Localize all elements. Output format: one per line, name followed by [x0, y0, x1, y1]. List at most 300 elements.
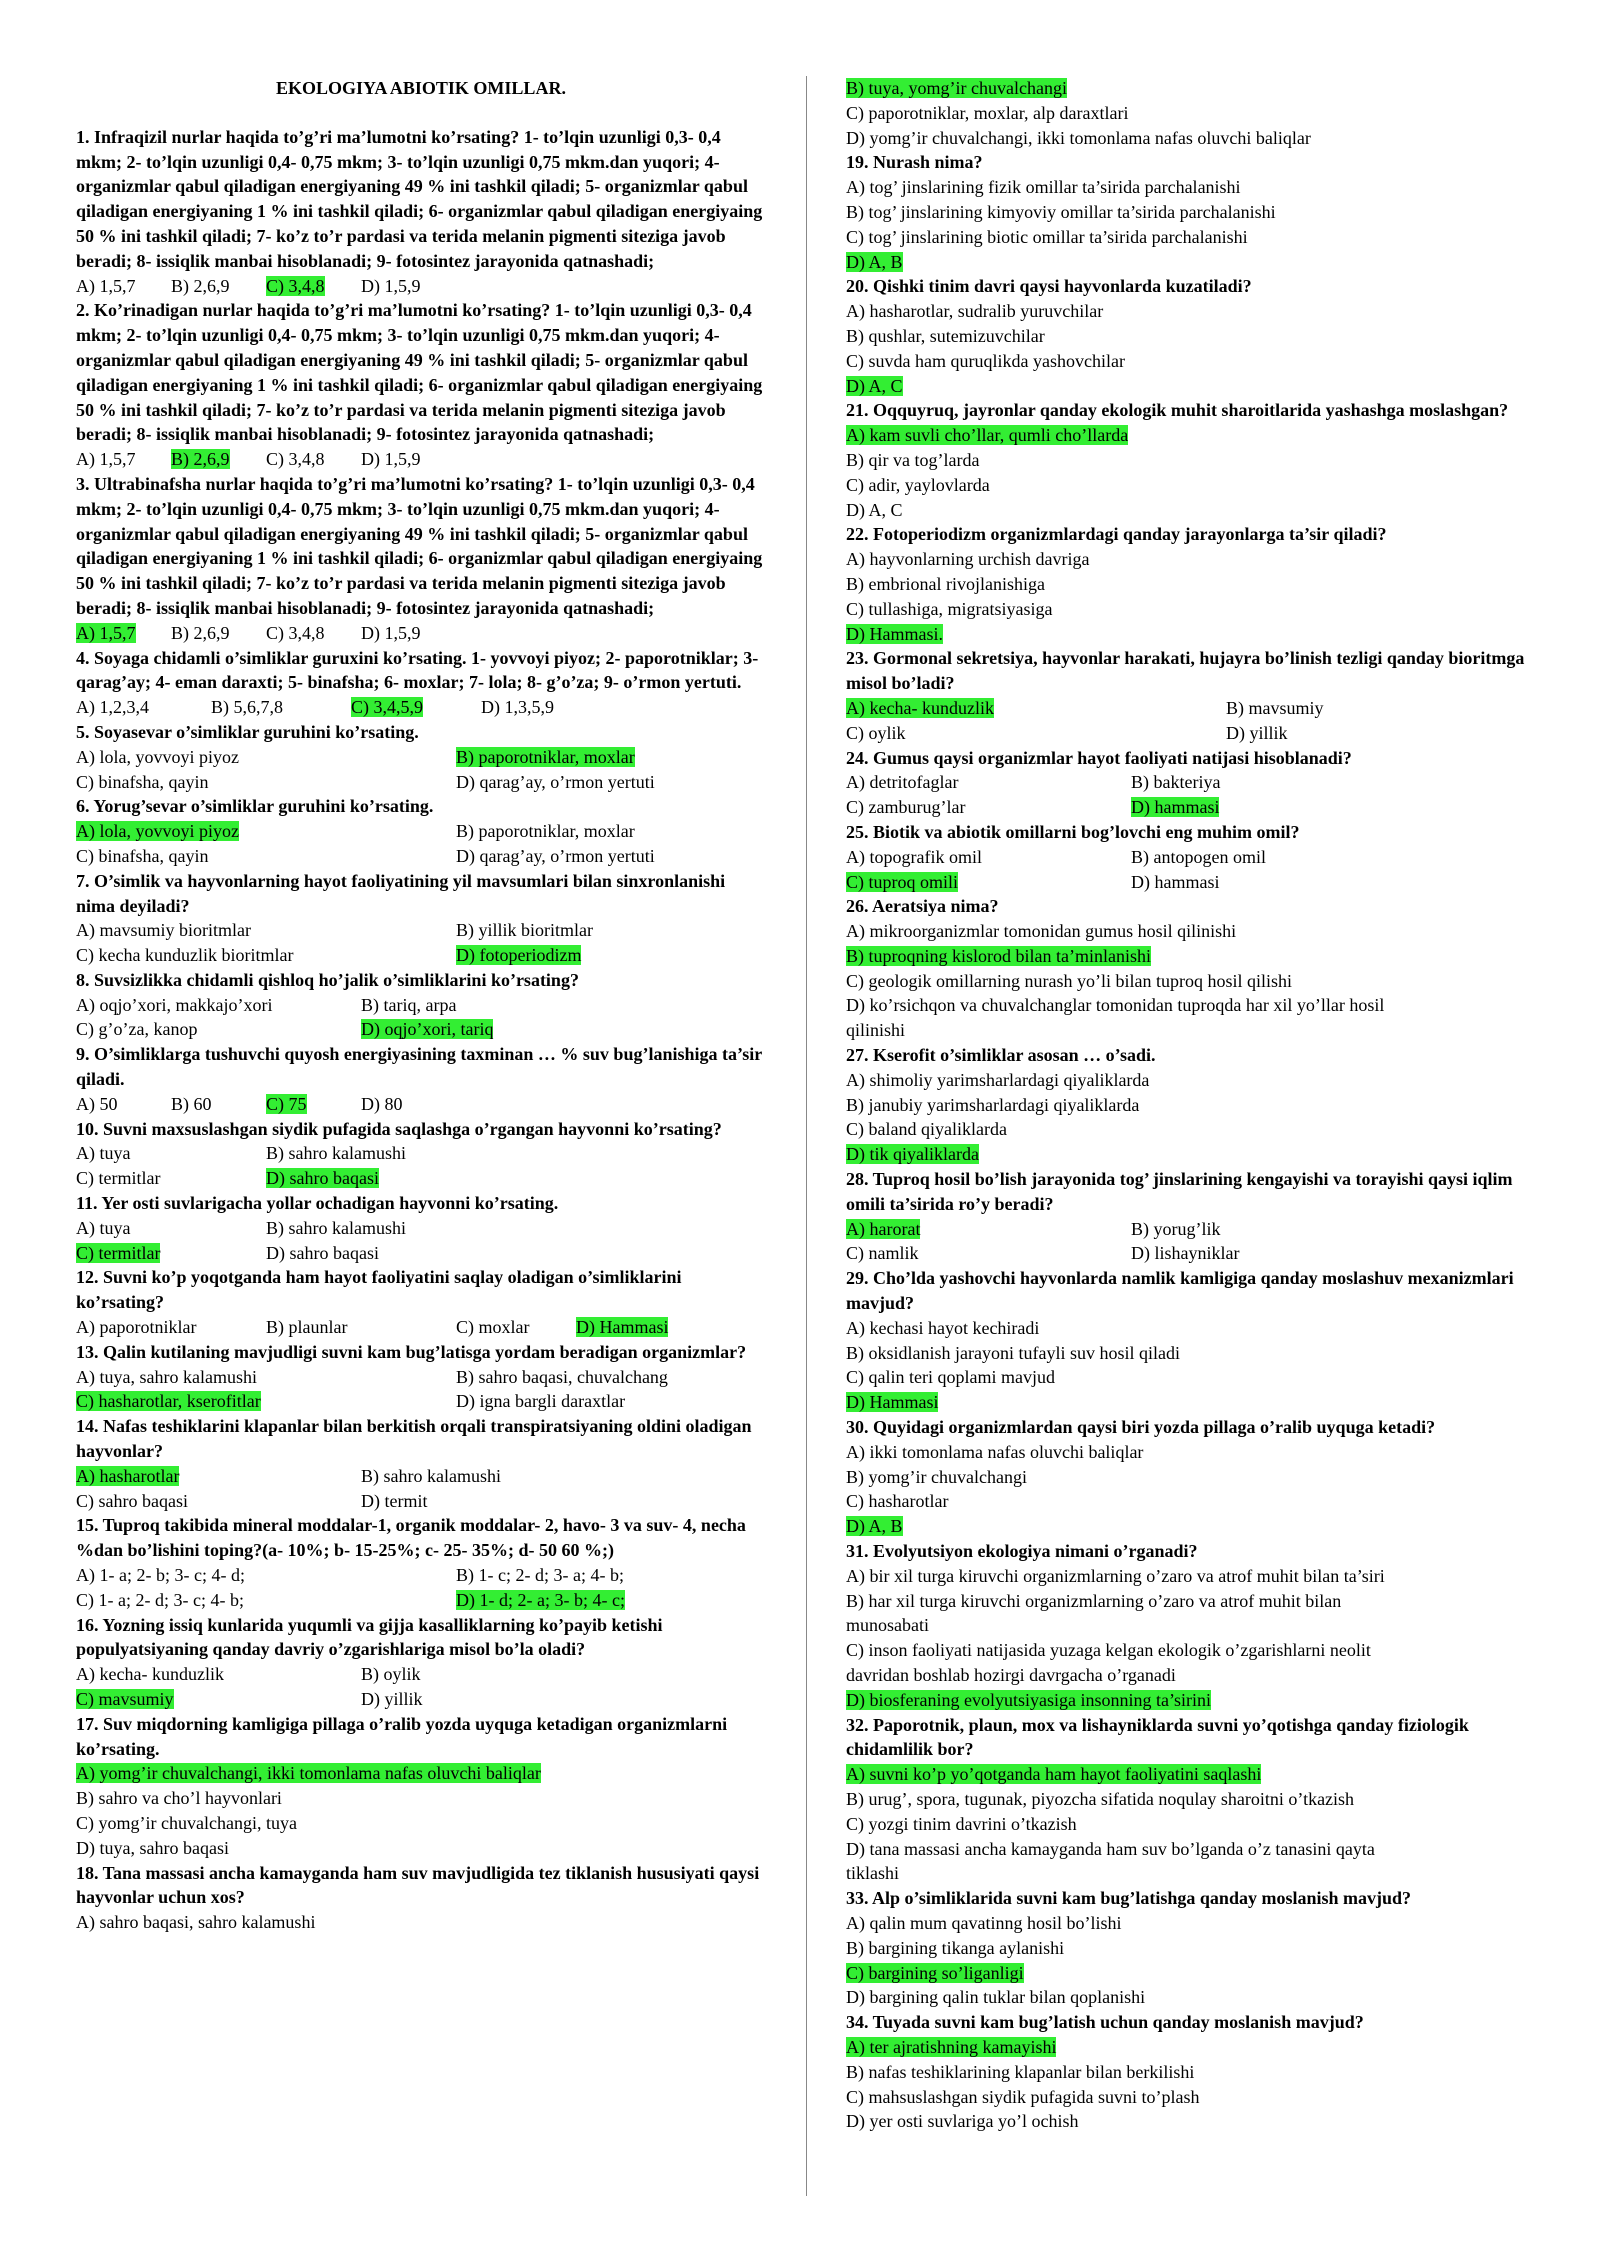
answer-row [846, 1837, 1536, 1862]
question-block [846, 820, 1536, 894]
answer-row [76, 1811, 766, 1836]
answer-option: C) 3,4,8 [266, 622, 325, 643]
question-block [76, 1117, 766, 1191]
correct-answer-option: C) 75 [266, 1093, 307, 1114]
question-text: 17. Suv miqdorning kamligiga pillaga o’ralib yozda uyquga ketadigan organizmlarni ko’rsating. [76, 1713, 728, 1759]
answer-row [76, 1687, 766, 1712]
answer-row [846, 1762, 1536, 1787]
question-text: 30. Quyidagi organizmlardan qaysi biri yozda pillaga o’ralib uyquga ketadi? [846, 1417, 1436, 1438]
answer-row [846, 324, 1536, 349]
question-block [76, 1861, 766, 1935]
answer-row [846, 1812, 1536, 1837]
question-text: 10. Suvni maxsuslashgan siydik pufagida saqlashga o’rgangan hayvonni ko’rsating? [76, 1118, 722, 1139]
answer-option: A) mavsumiy bioritmlar [76, 920, 251, 941]
answer-option: A) 1,5,7 [76, 449, 136, 470]
answer-option: A) hayvonlarning urchish davriga [846, 549, 1090, 570]
answer-option: D) yer osti suvlariga yo’l ochish [846, 2111, 1079, 2132]
answer-option: C) sahro baqasi [76, 1490, 188, 1511]
answer-row [846, 349, 1536, 374]
answer-option: A) hasharotlar, sudralib yuruvchilar [846, 301, 1104, 322]
answer-option: D) qarag’ay, o’rmon yertuti [456, 771, 655, 792]
question-text: 14. Nafas teshiklarini klapanlar bilan berkitish orqali transpiratsiyaning oldini oladigan hayvonlar? [76, 1416, 752, 1462]
answer-option: C) paporotniklar, moxlar, alp daraxtlari [846, 102, 1129, 123]
right-column [846, 76, 1536, 2134]
answer-option: B) embrional rivojlanishiga [846, 573, 1045, 594]
answer-row [846, 250, 1536, 275]
question-text: 13. Qalin kutilaning mavjudligi suvni kam bug’latisga yordam beradigan organizmlar? [76, 1341, 747, 1362]
answer-option: C) yomg’ir chuvalchangi, tuya [76, 1812, 297, 1833]
answer-option: C) oylik [846, 722, 906, 743]
answer-row [846, 473, 1536, 498]
answer-row [846, 1142, 1536, 1167]
answer-row [76, 993, 766, 1018]
answer-row [846, 721, 1536, 746]
question-block [76, 1513, 766, 1612]
answer-row [846, 870, 1536, 895]
answer-row [76, 1464, 766, 1489]
answer-row [846, 622, 1536, 647]
question-text: 7. O’simlik va hayvonlarning hayot faoliyatining yil mavsumlari bilan sinxronlanishi nima deyiladi? [76, 870, 726, 916]
question-text: 21. Oqquyruq, jayronlar qanday ekologik muhit sharoitlarida yashashga moslashgan? [846, 400, 1509, 421]
answer-row [76, 1563, 766, 1588]
answer-option: A) tuya, sahro kalamushi [76, 1366, 257, 1387]
answer-row [846, 845, 1536, 870]
answer-option: D) lishayniklar [1131, 1243, 1240, 1264]
answer-option: B) 60 [171, 1093, 212, 1114]
answer-option: C) 3,4,8 [266, 449, 325, 470]
answer-option: C) mahsuslashgan siydik pufagida suvni to’plash [846, 2086, 1200, 2107]
question-text: 22. Fotoperiodizm organizmlardagi qanday jarayonlarga ta’sir qiladi? [846, 524, 1387, 545]
page-title: EKOLOGIYA ABIOTIK OMILLAR. [276, 78, 566, 98]
question-text: 27. Kserofit o’simliklar asosan … o’sadi. [846, 1045, 1156, 1066]
answer-option: A) mikroorganizmlar tomonidan gumus hosil qilinishi [846, 921, 1237, 942]
answer-option: A) qalin mum qavatinng hosil bo’lishi [846, 1912, 1122, 1933]
answer-option: C) inson faoliyati natijasida yuzaga kelgan ekologik o’zgarishlarni neolit [846, 1640, 1371, 1661]
answer-option: B) oylik [361, 1664, 421, 1685]
question-text: 32. Paporotnik, plaun, mox va lishayniklarda suvni yo’qotishga qanday fiziologik chidamlilik bor? [846, 1714, 1469, 1760]
answer-row [846, 1018, 1536, 1043]
answer-option: A) topografik omil [846, 846, 982, 867]
answer-option: B) 2,6,9 [171, 275, 230, 296]
answer-row [76, 943, 766, 968]
answer-option: A) shimoliy yarimsharlardagi qiyaliklarda [846, 1069, 1150, 1090]
answer-row [846, 919, 1536, 944]
question-text: 29. Cho’lda yashovchi hayvonlarda namlik kamligiga qanday moslashuv mexanizmlari mavjud? [846, 1268, 1514, 1314]
question-text: 23. Gormonal sekretsiya, hayvonlar harakati, hujayra bo’linish tezligi qanday bioritmga misol bo’ladi? [846, 648, 1525, 694]
answer-option: A) bir xil turga kiruvchi organizmlarning o’zaro va atrof muhit bilan ta’siri [846, 1565, 1385, 1586]
answer-option: B) sahro va cho’l hayvonlari [76, 1788, 282, 1809]
answer-row [846, 1365, 1536, 1390]
question-block [76, 472, 766, 646]
correct-answer-option: D) Hammasi [846, 1392, 939, 1413]
question-text: 6. Yorug’sevar o’simliklar guruhini ko’rsating. [76, 796, 434, 817]
question-text: 1. Infraqizil nurlar haqida to’g’ri ma’lumotni ko’rsating? 1- to’lqin uzunligi 0,3- 0,4 mkm; 2- to’lqin uzunligi 0,4- 0,75 mkm; 3- to’lqin uzunligi 0,75 mkm.dan yuqori; 4- organizmlar qabul qiladigan energiyaning 49 % ini tashkil qiladi; 5- organizmlar qabul qiladigan energiyaning 1 % ini tashkil qiladi; 6- organizmlar qabul qiladigan energiyaing 50 % ini tashkil qiladi; 7- ko’z to’r pardasi va terida melanin pigmenti siteziga javob beradi; 8- issiqlik manbai hisoblanadi; 9- fotosintez jarayonida qatnashadi; [76, 126, 763, 271]
left-column [76, 76, 766, 1935]
question-block [76, 720, 766, 794]
question-block [846, 894, 1536, 1043]
answer-row [846, 1241, 1536, 1266]
correct-answer-option: A) harorat [846, 1218, 921, 1239]
answer-row [846, 175, 1536, 200]
answer-option: D) A, C [846, 499, 903, 520]
question-block [846, 274, 1536, 398]
correct-answer-option: C) termitlar [76, 1242, 161, 1263]
answer-row [846, 374, 1536, 399]
answer-row [846, 1564, 1536, 1589]
question-text: 8. Suvsizlikka chidamli qishloq ho’jalik o’simliklarini ko’rsating? [76, 969, 579, 990]
answer-row [76, 274, 766, 299]
answer-option: B) 5,6,7,8 [211, 697, 283, 718]
correct-answer-option: B) tuya, yomg’ir chuvalchangi [846, 78, 1067, 98]
question-text: 20. Qishki tinim davri qaysi hayvonlarda kuzatiladi? [846, 276, 1252, 297]
question-block [76, 1265, 766, 1339]
answer-option: C) qalin teri qoplami mavjud [846, 1367, 1055, 1388]
question-block [76, 794, 766, 868]
answer-option: D) 1,3,5,9 [481, 697, 554, 718]
correct-answer-option: D) fotoperiodizm [456, 945, 582, 966]
answer-row [846, 1961, 1536, 1986]
question-text: 26. Aeratsiya nima? [846, 896, 999, 917]
question-text: 9. O’simliklarga tushuvchi quyosh energiyasining taxminan … % suv bug’lanishiga ta’sir qiladi. [76, 1044, 762, 1090]
question-block [846, 76, 1536, 150]
question-block [846, 1415, 1536, 1539]
answer-row [846, 1390, 1536, 1415]
question-text: 15. Tuproq takibida mineral moddalar-1, organik moddalar- 2, havo- 3 va suv- 4, necha %dan bo’lishini toping?(a- 10%; b- 15-25%; c- 25- 35%; d- 50 60 %;) [76, 1515, 746, 1561]
column-divider [806, 76, 807, 2196]
answer-row [76, 770, 766, 795]
answer-option: A) ikki tomonlama nafas oluvchi baliqlar [846, 1441, 1144, 1462]
answer-option: A) paporotniklar [76, 1317, 197, 1338]
question-block [76, 1712, 766, 1861]
correct-answer-option: A) yomg’ir chuvalchangi, ikki tomonlama nafas oluvchi baliqlar [76, 1763, 541, 1784]
answer-row [846, 1489, 1536, 1514]
answer-option: C) hasharotlar [846, 1491, 949, 1512]
answer-option: A) kecha- kunduzlik [76, 1664, 224, 1685]
answer-option: D) bargining qalin tuklar bilan qoplanishi [846, 1987, 1146, 2008]
answer-row [846, 2109, 1536, 2134]
answer-option: B) yomg’ir chuvalchangi [846, 1466, 1027, 1487]
correct-answer-option: B) tuproqning kislorod bilan ta’minlanishi [846, 945, 1151, 966]
question-block [76, 869, 766, 968]
question-text: 31. Evolyutsiyon ekologiya nimani o’rganadi? [846, 1541, 1198, 1562]
correct-answer-option: D) tik qiyaliklarda [846, 1144, 979, 1165]
answer-option: B) har xil turga kiruvchi organizmlarning o’zaro va atrof muhit bilan [846, 1590, 1342, 1611]
correct-answer-option: A) ter ajratishning kamayishi [846, 2036, 1057, 2057]
answer-option: D) 1,5,9 [361, 275, 421, 296]
answer-option: B) nafas teshiklarining klapanlar bilan berkilishi [846, 2061, 1195, 2082]
answer-option: tiklashi [846, 1863, 899, 1884]
correct-answer-option: D) A, C [846, 375, 903, 396]
answer-row [76, 1241, 766, 1266]
answer-row [76, 1786, 766, 1811]
answer-row [76, 1092, 766, 1117]
answer-option: B) sahro kalamushi [361, 1465, 501, 1486]
answer-row [846, 1787, 1536, 1812]
correct-answer-option: A) kecha- kunduzlik [846, 697, 994, 718]
answer-row [76, 1910, 766, 1935]
question-block [846, 522, 1536, 646]
answer-row [76, 1017, 766, 1042]
correct-answer-option: C) mavsumiy [76, 1689, 174, 1709]
correct-answer-option: A) kam suvli cho’llar, qumli cho’llarda [846, 425, 1129, 446]
answer-row [76, 844, 766, 869]
answer-option: C) zamburug’lar [846, 797, 966, 818]
answer-row [846, 1440, 1536, 1465]
correct-answer-option: A) 1,5,7 [76, 622, 136, 643]
answer-option: B) plaunlar [266, 1317, 348, 1338]
question-text: 24. Gumus qaysi organizmlar hayot faoliyati natijasi hisoblanadi? [846, 747, 1352, 768]
answer-option: C) termitlar [76, 1168, 161, 1189]
question-text: 25. Biotik va abiotik omillarni bog’lovchi eng muhim omil? [846, 821, 1300, 842]
answer-row [846, 1068, 1536, 1093]
answer-option: C) yozgi tinim davrini o’tkazish [846, 1813, 1077, 1834]
answer-option: C) geologik omillarning nurash yo’li bilan tuproq hosil qilishi [846, 970, 1292, 991]
answer-row [846, 498, 1536, 523]
correct-answer-option: B) paporotniklar, moxlar [456, 746, 635, 767]
correct-answer-option: A) hasharotlar [76, 1465, 180, 1486]
answer-option: A) 1,2,3,4 [76, 697, 149, 718]
question-block [846, 1266, 1536, 1415]
answer-option: D) yillik [1226, 722, 1288, 743]
answer-option: B) bargining tikanga aylanishi [846, 1937, 1065, 1958]
answer-option: B) sahro baqasi, chuvalchang [456, 1366, 668, 1387]
question-text: 34. Tuyada suvni kam bug’latish uchun qanday moslanish mavjud? [846, 2012, 1364, 2033]
answer-option: davridan boshlab hozirgi davrgacha o’rganadi [846, 1665, 1176, 1685]
answer-option: C) baland qiyaliklarda [846, 1119, 1007, 1140]
question-text: 18. Tana massasi ancha kamayganda ham suv mavjudligida tez tiklanish hususiyati qaysi hayvonlar uchun xos? [76, 1862, 760, 1908]
answer-row [76, 1662, 766, 1687]
question-block [846, 1043, 1536, 1167]
answer-option: A) 50 [76, 1093, 118, 1114]
answer-option: B) urug’, spora, tugunak, piyozcha sifatida noqulay sharoitni o’tkazish [846, 1788, 1355, 1809]
answer-option: C) adir, yaylovlarda [846, 474, 990, 495]
answer-option: D) hammasi [1131, 871, 1220, 892]
question-block [76, 125, 766, 299]
answer-row [76, 1836, 766, 1861]
question-block [76, 1613, 766, 1712]
correct-answer-option: C) 3,4,8 [266, 275, 325, 296]
answer-option: A) lola, yovvoyi piyoz [76, 746, 239, 767]
answer-row [846, 1663, 1536, 1688]
answer-option: B) qushlar, sutemizuvchilar [846, 325, 1045, 346]
question-block [846, 398, 1536, 522]
question-block [846, 1539, 1536, 1713]
answer-row [846, 1514, 1536, 1539]
correct-answer-option: A) lola, yovvoyi piyoz [76, 821, 239, 842]
answer-option: A) tuya [76, 1217, 131, 1238]
answer-row [846, 200, 1536, 225]
answer-row [846, 1316, 1536, 1341]
question-block [76, 1191, 766, 1265]
answer-option: C) binafsha, qayin [76, 771, 209, 792]
question-text: 33. Alp o’simliklarida suvni kam bug’latishga qanday moslanish mavjud? [846, 1888, 1411, 1909]
question-text: 28. Tuproq hosil bo’lish jarayonida tog’ jinslarining kengayishi va torayishi qaysi iqlim omili ta’sirida ro’y beradi? [846, 1169, 1513, 1214]
answer-row [846, 299, 1536, 324]
answer-option: A) tog’ jinslarining fizik omillar ta’sirida parchalanishi [846, 177, 1241, 198]
answer-row [846, 1861, 1536, 1886]
answer-option: B) qir va tog’larda [846, 449, 980, 470]
question-block [76, 968, 766, 1042]
answer-row [76, 1389, 766, 1414]
question-text: 5. Soyasevar o’simliklar guruhini ko’rsating. [76, 721, 419, 742]
answer-row [76, 745, 766, 770]
answer-option: qilinishi [846, 1020, 906, 1041]
answer-option: B) mavsumiy [1226, 697, 1324, 718]
answer-row [846, 225, 1536, 250]
question-block [76, 1340, 766, 1414]
answer-row [76, 1588, 766, 1613]
correct-answer-option: C) 3,4,5,9 [351, 697, 423, 718]
question-text: 16. Yozning issiq kunlarida yuqumli va gijja kasalliklarning ko’payib ketishi populyatsiyaning qanday davriy o’zgarishlariga misol bo’la oladi? [76, 1614, 663, 1660]
answer-row [846, 1589, 1536, 1614]
answer-option: C) g’o’za, kanop [76, 1019, 198, 1040]
answer-row [76, 918, 766, 943]
answer-option: B) tog’ jinslarining kimyoviy omillar ta’sirida parchalanishi [846, 201, 1276, 222]
question-block [76, 298, 766, 472]
answer-row [846, 1936, 1536, 1961]
answer-row [846, 1093, 1536, 1118]
answer-option: B) 2,6,9 [171, 622, 230, 643]
answer-option: D) sahro baqasi [266, 1242, 379, 1263]
question-block [76, 1042, 766, 1116]
answer-option: D) qarag’ay, o’rmon yertuti [456, 845, 655, 866]
answer-row [76, 695, 766, 720]
answer-option: C) kecha kunduzlik bioritmlar [76, 945, 294, 966]
answer-option: C) tog’ jinslarining biotic omillar ta’sirida parchalanishi [846, 226, 1248, 247]
answer-row [846, 944, 1536, 969]
answer-option: D) yillik [361, 1689, 423, 1709]
answer-row [846, 1911, 1536, 1936]
answer-option: D) tuya, sahro baqasi [76, 1837, 229, 1858]
correct-answer-option: D) 1- d; 2- a; 3- b; 4- c; [456, 1589, 625, 1610]
answer-option: D) 1,5,9 [361, 622, 421, 643]
question-block [76, 1414, 766, 1513]
answer-option: D) 1,5,9 [361, 449, 421, 470]
answer-option: B) antopogen omil [1131, 846, 1266, 867]
correct-answer-option: D) hammasi [1131, 797, 1220, 818]
answer-row [76, 1365, 766, 1390]
question-text: 12. Suvni ko’p yoqotganda ham hayot faoliyatini saqlay oladigan o’simliklarini ko’rsating? [76, 1267, 682, 1313]
answer-row [846, 2035, 1536, 2060]
answer-option: D) termit [361, 1490, 428, 1511]
correct-answer-option: D) biosferaning evolyutsiyasiga insonning ta’sirini [846, 1689, 1211, 1710]
answer-row [846, 1613, 1536, 1638]
answer-row [846, 547, 1536, 572]
answer-row [76, 1315, 766, 1340]
answer-option: B) oksidlanish jarayoni tufayli suv hosil qiladi [846, 1342, 1180, 1363]
answer-row [76, 1489, 766, 1514]
correct-answer-option: D) A, B [846, 251, 903, 272]
question-block [76, 646, 766, 720]
question-text: 3. Ultrabinafsha nurlar haqida to’g’ri ma’lumotni ko’rsating? 1- to’lqin uzunligi 0,3- 0,4 mkm; 2- to’lqin uzunligi 0,4- 0,75 mkm; 3- to’lqin uzunligi 0,75 mkm.dan yuqori; 4- organizmlar qabul qiladigan energiyaning 49 % ini tashkil qiladi; 5- organizmlar qabul qiladigan energiyaning 1 % ini tashkil qiladi; 6- organizmlar qabul qiladigan energiyaing 50 % ini tashkil qiladi; 7- ko’z to’r pardasi va terida melanin pigmenti siteziga javob beradi; 8- issiqlik manbai hisoblanadi; 9- fotosintez jarayonida qatnashadi; [76, 473, 763, 618]
answer-option: C) tullashiga, migratsiyasiga [846, 598, 1053, 619]
answer-row [846, 969, 1536, 994]
answer-option: D) ko’rsichqon va chuvalchanglar tomonidan tuproqda har xil yo’llar hosil [846, 995, 1385, 1016]
answer-option: B) bakteriya [1131, 772, 1221, 793]
answer-row [846, 1985, 1536, 2010]
correct-answer-option: D) sahro baqasi [266, 1168, 379, 1189]
answer-row [846, 1688, 1536, 1713]
answer-option: C) suvda ham quruqlikda yashovchilar [846, 350, 1125, 371]
answer-option: munosabati [846, 1615, 929, 1636]
answer-option: D) 80 [361, 1093, 403, 1114]
answer-row [846, 1638, 1536, 1663]
correct-answer-option: D) Hammasi. [846, 623, 943, 644]
question-block [846, 1167, 1536, 1266]
answer-row [846, 2085, 1536, 2110]
answer-row [846, 1341, 1536, 1366]
correct-answer-option: A) suvni ko’p yo’qotganda ham hayot faoliyatini saqlashi [846, 1764, 1262, 1785]
answer-row [846, 423, 1536, 448]
answer-row [846, 126, 1536, 151]
question-text: 11. Yer osti suvlarigacha yollar ochadigan hayvonni ko’rsating. [76, 1193, 559, 1214]
question-block [846, 1713, 1536, 1887]
answer-row [846, 1117, 1536, 1142]
answer-row [846, 448, 1536, 473]
answer-row [846, 1465, 1536, 1490]
answer-option: C) 1- a; 2- d; 3- c; 4- b; [76, 1589, 244, 1610]
answer-option: A) kechasi hayot kechiradi [846, 1317, 1040, 1338]
answer-row [846, 1217, 1536, 1242]
correct-answer-option: C) tuproq omili [846, 871, 958, 892]
correct-answer-option: D) A, B [846, 1516, 903, 1537]
answer-row [846, 696, 1536, 721]
question-text: 2. Ko’rinadigan nurlar haqida to’g’ri ma’lumotni ko’rsating? 1- to’lqin uzunligi 0,3- 0,4 mkm; 2- to’lqin uzunligi 0,4- 0,75 mkm; 3- to’lqin uzunligi 0,75 mkm.dan yuqori; 4- organizmlar qabul qiladigan energiyaning 49 % ini tashkil qiladi; 5- organizmlar qabul qiladigan energiyaning 1 % ini tashkil qiladi; 6- organizmlar qabul qiladigan energiyaing 50 % ini tashkil qiladi; 7- ko’z to’r pardasi va terida melanin pigmenti siteziga javob beradi; 8- issiqlik manbai hisoblanadi; 9- fotosintez jarayonida qatnashadi; [76, 300, 763, 445]
answer-option: C) moxlar [456, 1317, 530, 1338]
answer-row [76, 819, 766, 844]
correct-answer-option: D) oqjo’xori, tariq [361, 1019, 494, 1040]
answer-option: A) 1,5,7 [76, 275, 136, 296]
answer-row [846, 770, 1536, 795]
answer-row [76, 1166, 766, 1191]
question-text: 19. Nurash nima? [846, 152, 983, 173]
answer-option: A) sahro baqasi, sahro kalamushi [76, 1912, 316, 1933]
answer-row [846, 993, 1536, 1018]
answer-option: A) 1- a; 2- b; 3- c; 4- d; [76, 1565, 245, 1586]
question-block [846, 1886, 1536, 2010]
answer-option: A) detritofaglar [846, 772, 959, 793]
answer-row [76, 447, 766, 472]
question-text: 4. Soyaga chidamli o’simliklar guruxini ko’rsating. 1- yovvoyi piyoz; 2- paporotniklar; 3- qarag’ay; 4- eman daraxti; 5- binafsha; 6- moxlar; 7- lola; 8- g’o’za; 9- o’rmon yertuti. [76, 647, 759, 693]
answer-row [846, 76, 1536, 101]
question-block [846, 746, 1536, 820]
answer-option: B) yorug’lik [1131, 1218, 1221, 1239]
answer-row [846, 2060, 1536, 2085]
answer-option: C) namlik [846, 1243, 919, 1264]
answer-option: B) yillik bioritmlar [456, 920, 593, 941]
answer-row [76, 1141, 766, 1166]
answer-option: B) sahro kalamushi [266, 1217, 406, 1238]
answer-option: D) igna bargli daraxtlar [456, 1391, 626, 1412]
answer-option: D) tana massasi ancha kamayganda ham suv bo’lganda o’z tanasini qayta [846, 1838, 1375, 1859]
answer-row [846, 795, 1536, 820]
answer-option: A) oqjo’xori, makkajo’xori [76, 994, 273, 1015]
question-block [846, 150, 1536, 274]
correct-answer-option: D) Hammasi [576, 1317, 669, 1338]
answer-option: A) tuya [76, 1143, 131, 1164]
question-block [846, 2010, 1536, 2134]
correct-answer-option: C) bargining so’liganligi [846, 1962, 1024, 1983]
answer-row [846, 597, 1536, 622]
answer-option: C) binafsha, qayin [76, 845, 209, 866]
answer-option: B) 1- c; 2- d; 3- a; 4- b; [456, 1565, 624, 1586]
answer-option: B) sahro kalamushi [266, 1143, 406, 1164]
answer-option: D) yomg’ir chuvalchangi, ikki tomonlama nafas oluvchi baliqlar [846, 127, 1311, 148]
answer-row [76, 1761, 766, 1786]
answer-row [846, 101, 1536, 126]
answer-option: B) janubiy yarimsharlardagi qiyaliklarda [846, 1094, 1140, 1115]
correct-answer-option: C) hasharotlar, kserofitlar [76, 1391, 261, 1412]
